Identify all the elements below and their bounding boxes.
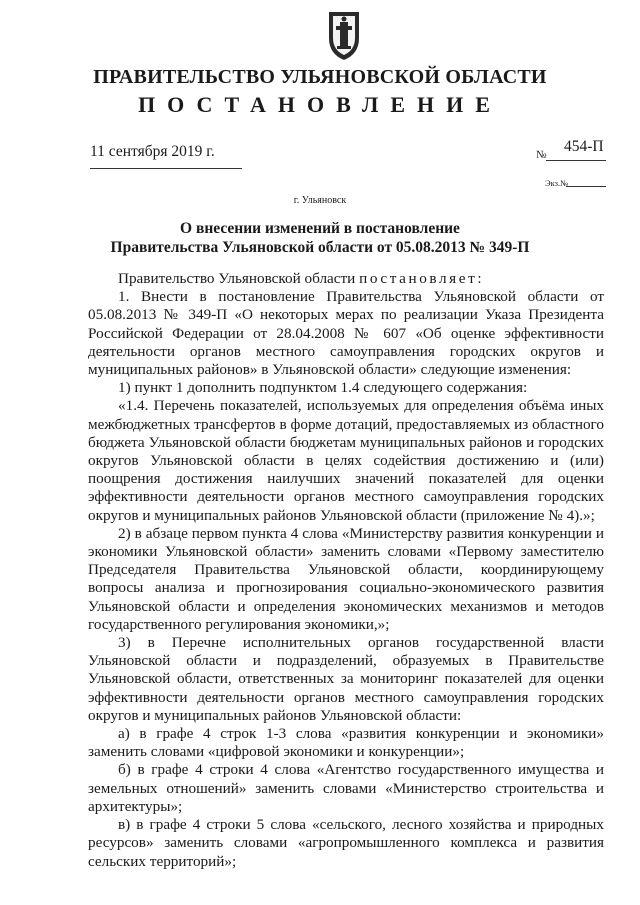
number-prefix: № — [536, 149, 547, 161]
paragraph-2: 1) пункт 1 дополнить подпунктом 1.4 следующего содержания: — [118, 379, 528, 397]
intro-lead: Правительство Ульяновской области — [118, 270, 356, 287]
paragraph-1: 1. Внести в постановление Правительства Ульяновской области от 05.08.2013 № 349-П «О некоторых мерах по реализации Указа Президента Российской Федерации от 28.04.2008 № 607 «Об оценке эффективности деятельности органов местного самоуправления городских округов и муниципальных районов» в Ульяновской области» следующие изменения: — [88, 288, 604, 379]
subject-line-2: Правительства Ульяновской области от 05.08.2013 № 349-П — [110, 239, 530, 256]
subject-line-1: О внесении изменений в постановление — [180, 220, 460, 237]
coat-of-arms-icon — [325, 8, 363, 62]
government-name: ПРАВИТЕЛЬСТВО УЛЬЯНОВСКОЙ ОБЛАСТИ — [93, 66, 547, 88]
paragraph-8: в) в графе 4 строки 5 слова «сельского, лесного хозяйства и природных ресурсов» заменить словами «агропромышленного комплекса и развития сельских территорий»; — [88, 816, 604, 870]
document-subject — [0, 219, 640, 257]
city-name: г. Ульяновск — [293, 195, 347, 206]
paragraph-3: «1.4. Перечень показателей, используемых для определения объёма иных межбюджетных трансфертов в форме дотаций, предоставляемых из областного бюджета Ульяновской области бюджетам муниципальных районов и городских округов Ульяновской области в целях содействия достижению и (или) поощрения достижения наилучших значений показателей для оценки эффективности деятельности органов местного самоуправления городских округов и муниципальных районов Ульяновской области (приложение № 4).»; — [88, 397, 604, 524]
document-number: 454-П — [564, 138, 604, 155]
number-underline — [546, 160, 606, 161]
document-date: 11 сентября 2019 г. — [90, 143, 215, 160]
document-body — [88, 270, 604, 871]
document-type: ПОСТАНОВЛЕНИЕ — [138, 92, 502, 117]
paragraph-4: 2) в абзаце первом пункта 4 слова «Министерству развития конкуренции и экономики Ульяновской области» заменить словами «Первому заместителю Председателя Правительства Ульяновской области, координирующему вопросы анализа и прогнозирования социально-экономического развития Ульяновской области и определения экономических механизмов и методов государственного регулирования экономики,»; — [88, 524, 604, 633]
paragraph-6: а) в графе 4 строк 1-3 слова «развития конкуренции и экономики» заменить словами «цифровой экономики и конкуренции»; — [88, 725, 604, 761]
paragraph-7: б) в графе 4 строки 4 слова «Агентство государственного имущества и земельных отношений» заменить словами «Министерство строительства и архитектуры»; — [88, 761, 604, 815]
intro-verb: постановляет: — [359, 270, 485, 287]
date-underline — [90, 168, 242, 169]
paragraph-5: 3) в Перечне исполнительных органов государственной власти Ульяновской области и подразделений, образуемых в Правительстве Ульяновской области, ответственных за мониторинг показателей для оценки эффективности деятельности органов местного самоуправления городских округов и муниципальных районов Ульяновской области: — [88, 634, 604, 724]
copy-underline — [566, 186, 606, 187]
intro-paragraph — [88, 270, 604, 288]
copy-label: Экз.№ — [545, 178, 569, 188]
